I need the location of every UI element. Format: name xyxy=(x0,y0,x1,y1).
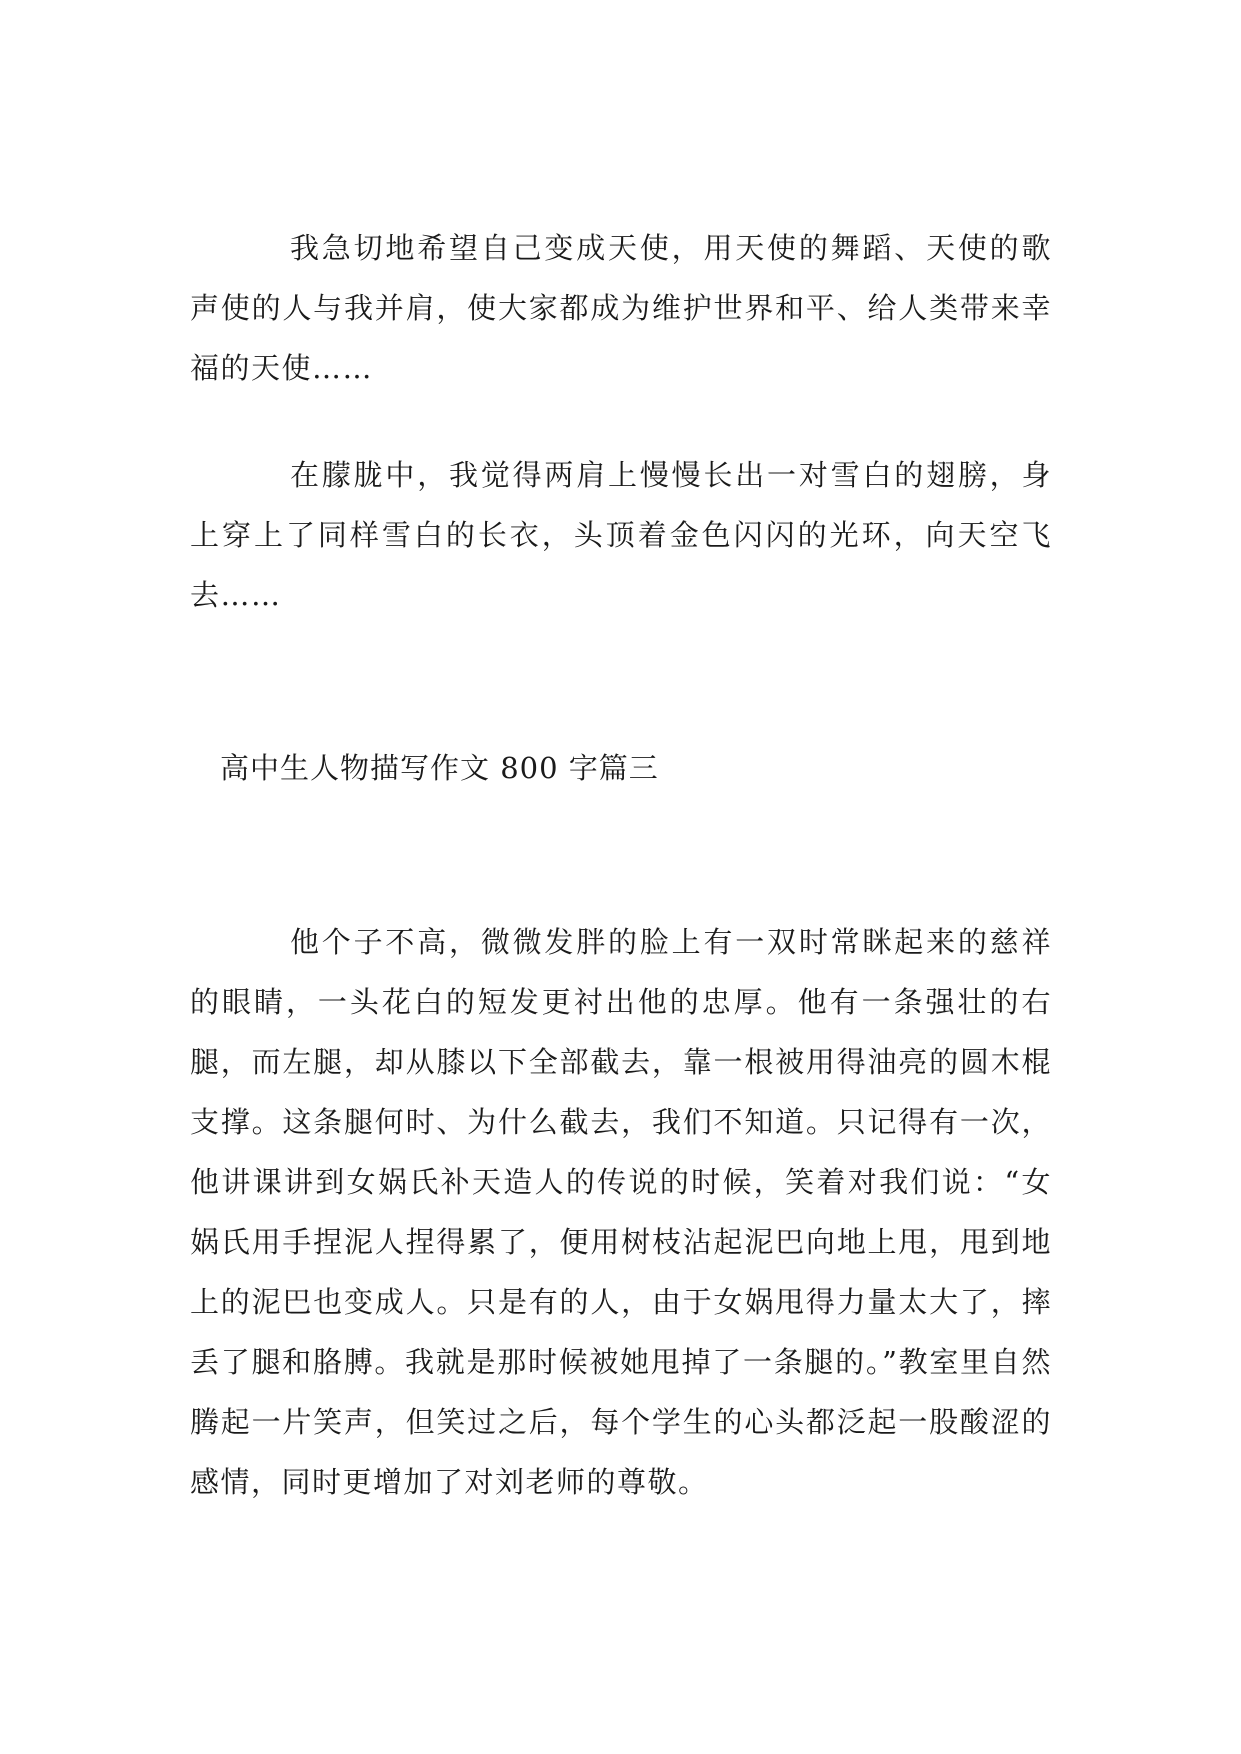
paragraph-teacher-description: 他个子不高，微微发胖的脸上有一双时常眯起来的慈祥的眼睛，一头花白的短发更衬出他的忠厚。他有一条强壮的右腿，而左腿，却从膝以下全部截去，靠一根被用得油亮的圆木棍支撑。这条腿何时、为什么截去，我们不知道。只记得有一次，他讲课讲到女娲氏补天造人的传说的时候，笑着对我们说：“女娲氏用手捏泥人捏得累了，便用树枝沾起泥巴向地上甩，甩到地上的泥巴也变成人。只是有的人，由于女娲甩得力量太大了，摔丢了腿和胳膊。我就是那时候被她甩掉了一条腿的。”教室里自然腾起一片笑声，但笑过之后，每个学生的心头都泛起一股酸涩的感情，同时更增加了对刘老师的尊敬。 xyxy=(190,925,1052,1499)
paragraph-angel-wish: 我急切地希望自己变成天使，用天使的舞蹈、天使的歌声使的人与我并肩，使大家都成为维护世界和平、给人类带来幸福的天使…… xyxy=(190,231,1052,385)
paragraph-wings: 在朦胧中，我觉得两肩上慢慢长出一对雪白的翅膀，身上穿上了同样雪白的长衣，头顶着金色闪闪的光环，向天空飞去…… xyxy=(190,458,1052,612)
section-heading: 高中生人物描写作文 800 字篇三 xyxy=(220,751,659,785)
